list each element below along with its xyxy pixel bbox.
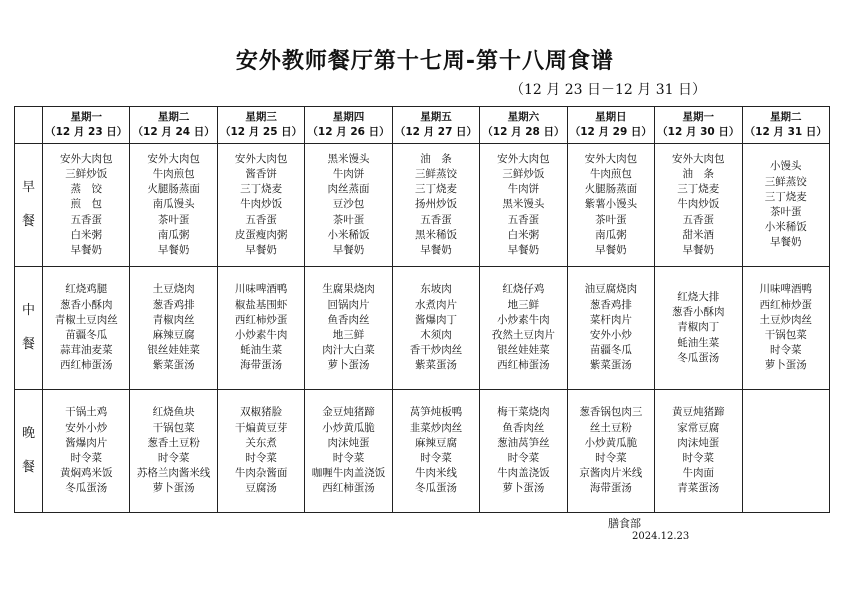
dish-item: 早餐奶 xyxy=(420,243,452,256)
dish-item: 小炒素牛肉 xyxy=(234,329,288,341)
menu-cell xyxy=(305,390,392,513)
dish-item: 三丁烧麦 xyxy=(240,183,283,196)
day-header xyxy=(130,107,217,144)
dish-item: 三鲜炒饭 xyxy=(502,168,545,181)
menu-cell xyxy=(43,267,130,390)
day-header xyxy=(742,107,830,144)
menu-cell xyxy=(742,390,830,513)
dish-item: 三丁烧麦 xyxy=(414,183,457,196)
menu-cell xyxy=(567,144,654,267)
dish-item: 咖喱牛肉盖浇饭 xyxy=(311,467,386,480)
dish-item: 孜然土豆肉片 xyxy=(491,329,555,341)
dish-item: 茶叶蛋 xyxy=(770,206,802,218)
dish-item: 酱爆肉片 xyxy=(65,436,108,449)
dish-item: 白米粥 xyxy=(70,228,102,241)
menu-cell xyxy=(305,144,392,267)
dish-item: 小馒头 xyxy=(770,160,802,173)
dish-item: 肉汁大白菜 xyxy=(322,344,375,357)
menu-cell xyxy=(480,390,567,513)
dish-item: 南瓜馒头 xyxy=(152,198,195,211)
dish-item: 黄焖鸡米饭 xyxy=(59,467,113,480)
dish-item: 安外大肉包 xyxy=(234,152,288,165)
day-name: 星期二 xyxy=(157,111,190,123)
day-name: 星期一 xyxy=(70,111,102,123)
day-header xyxy=(305,107,392,144)
dish-item: 麻辣豆腐 xyxy=(152,329,195,341)
dish-item: 丝土豆粉 xyxy=(589,421,632,434)
dish-item: 鱼香肉丝 xyxy=(327,313,370,326)
dish-item: 青椒土豆肉丝 xyxy=(54,313,118,326)
dish-item: 五香蛋 xyxy=(245,213,277,226)
dish-item: 黑米馒头 xyxy=(327,152,370,165)
footer-dept: 膳食部 xyxy=(608,517,641,530)
dish-item: 萝卜蛋汤 xyxy=(502,482,545,495)
dish-item: 青椒肉丁 xyxy=(677,321,720,334)
dish-item: 油 条 xyxy=(420,152,452,165)
day-name: 星期三 xyxy=(245,111,277,123)
dish-item: 小炒黄瓜脆 xyxy=(584,436,638,449)
dish-item: 早餐奶 xyxy=(682,243,715,256)
dish-item: 紫薯小馒头 xyxy=(584,198,638,211)
dish-item: 牛肉饼 xyxy=(507,183,540,196)
dish-item: 白米粥 xyxy=(507,228,540,241)
dish-item: 黑米稀饭 xyxy=(414,228,457,241)
day-name: 星期日 xyxy=(595,111,627,123)
dish-item: 豆沙包 xyxy=(332,198,365,211)
day-date: （12 月 30 日） xyxy=(657,126,740,138)
dish-item: 葱香小酥肉 xyxy=(672,306,725,319)
dish-item: 蚝油生菜 xyxy=(677,336,720,349)
menu-cell xyxy=(217,144,304,267)
dish-item: 三鲜蒸饺 xyxy=(414,168,457,181)
day-date: （12 月 24 日） xyxy=(132,126,215,138)
meal-row xyxy=(15,144,830,267)
meal-row xyxy=(15,390,830,513)
dish-item: 早餐奶 xyxy=(245,243,277,256)
day-header xyxy=(43,107,130,144)
dish-item: 肉沫炖蛋 xyxy=(677,436,720,449)
dish-item: 皮蛋瘦肉粥 xyxy=(234,228,288,241)
dish-item: 三丁烧麦 xyxy=(764,190,807,203)
dish-item: 东坡肉 xyxy=(420,283,452,296)
dish-item: 牛肉炒饭 xyxy=(240,198,283,211)
dish-item: 葱香锅包肉三 xyxy=(579,406,643,419)
menu-cell xyxy=(43,144,130,267)
dish-item: 苗疆冬瓜 xyxy=(589,344,632,357)
dish-item: 干锅包菜 xyxy=(764,329,807,341)
page-title: 安外教师餐厅第十七周-第十八周食谱 xyxy=(235,49,615,74)
dish-item: 紫菜蛋汤 xyxy=(152,359,195,372)
dish-item: 土豆烧肉 xyxy=(152,283,195,296)
dish-item: 葱香小酥肉 xyxy=(59,298,113,311)
dish-item: 时令菜 xyxy=(70,452,102,464)
day-date: （12 月 27 日） xyxy=(394,126,478,138)
dish-item: 青菜蛋汤 xyxy=(677,482,720,495)
dish-item: 时令菜 xyxy=(332,452,365,464)
dish-item: 牛肉盖浇饭 xyxy=(497,467,550,480)
menu-cell xyxy=(655,390,742,513)
dish-item: 五香蛋 xyxy=(682,213,715,226)
corner-cell xyxy=(15,107,43,144)
dish-item: 萝卜蛋汤 xyxy=(152,482,195,495)
dish-item: 地三鲜 xyxy=(507,298,540,311)
dish-item: 土豆炒肉丝 xyxy=(759,313,812,326)
dish-item: 五香蛋 xyxy=(420,213,452,226)
dish-item: 牛肉炒饭 xyxy=(677,198,720,211)
menu-cell xyxy=(217,267,304,390)
day-date: （12 月 23 日） xyxy=(45,126,128,138)
meal-label-char: 中 xyxy=(21,303,35,318)
dish-item: 安外大肉包 xyxy=(584,152,638,165)
dish-item: 川味啤酒鸭 xyxy=(234,283,288,296)
meal-label-char: 早 xyxy=(21,180,35,195)
menu-cell xyxy=(130,144,217,267)
dish-item: 煎 包 xyxy=(70,198,102,211)
dish-item: 西红柿蛋汤 xyxy=(322,482,375,495)
dish-item: 早餐奶 xyxy=(157,243,190,256)
day-date: （12 月 25 日） xyxy=(219,126,303,138)
dish-item: 时令菜 xyxy=(770,344,802,357)
day-name: 星期五 xyxy=(420,111,452,123)
dish-item: 地三鲜 xyxy=(332,329,365,341)
dish-item: 早餐奶 xyxy=(507,243,540,256)
dish-item: 莴笋炖板鸭 xyxy=(409,406,463,419)
menu-cell xyxy=(43,390,130,513)
menu-cell xyxy=(480,144,567,267)
header-row xyxy=(15,107,830,144)
dish-item: 时令菜 xyxy=(420,452,452,464)
dish-item: 金豆炖猪蹄 xyxy=(322,406,375,419)
dish-item: 小炒素牛肉 xyxy=(497,313,550,326)
dish-item: 水煮肉片 xyxy=(414,298,457,311)
menu-cell xyxy=(217,390,304,513)
dish-item: 肉沫炖蛋 xyxy=(327,436,370,449)
dish-item: 牛肉饼 xyxy=(332,168,365,181)
date-range: （12 月 23 日－12 月 31 日） xyxy=(510,82,706,98)
dish-item: 葱油莴笋丝 xyxy=(497,436,550,449)
dish-item: 火腿肠蒸面 xyxy=(147,183,200,196)
dish-item: 三鲜蒸饺 xyxy=(764,175,807,188)
dish-item: 小米稀饭 xyxy=(327,228,370,241)
dish-item: 红烧仔鸡 xyxy=(502,283,545,296)
dish-item: 双椒猪脸 xyxy=(240,406,283,419)
menu-cell xyxy=(392,144,479,267)
dish-item: 黑米馒头 xyxy=(502,198,545,211)
dish-item: 冬瓜蛋汤 xyxy=(65,482,108,495)
dish-item: 五香蛋 xyxy=(70,213,102,226)
menu-cell xyxy=(305,267,392,390)
dish-item: 南瓜粥 xyxy=(157,228,190,241)
dish-item: 早餐奶 xyxy=(70,243,102,256)
dish-item: 梅干菜烧肉 xyxy=(497,406,550,419)
dish-item: 京酱肉片米线 xyxy=(579,467,643,480)
dish-item: 银丝娃娃菜 xyxy=(147,344,200,357)
dish-item: 川味啤酒鸭 xyxy=(759,283,812,296)
menu-cell xyxy=(655,267,742,390)
dish-item: 时令菜 xyxy=(595,452,627,464)
dish-item: 海带蛋汤 xyxy=(589,482,632,495)
dish-item: 冬瓜蛋汤 xyxy=(677,351,720,364)
dish-item: 红烧鸡腿 xyxy=(65,283,108,296)
dish-item: 安外大肉包 xyxy=(59,152,113,165)
dish-item: 西红柿蛋汤 xyxy=(497,359,550,372)
menu-cell xyxy=(130,390,217,513)
dish-item: 红烧鱼块 xyxy=(152,406,195,419)
dish-item: 早餐奶 xyxy=(770,236,802,249)
dish-item: 蚝油生菜 xyxy=(240,344,283,357)
dish-item: 南瓜粥 xyxy=(595,228,627,241)
meal-label xyxy=(15,144,43,267)
day-name: 星期二 xyxy=(770,111,802,123)
menu-cell xyxy=(742,267,830,390)
dish-item: 三鲜炒饭 xyxy=(65,168,108,181)
dish-item: 苏格兰肉酱米线 xyxy=(136,467,211,480)
day-date: （12 月 31 日） xyxy=(744,126,827,138)
dish-item: 蒸 饺 xyxy=(70,183,102,196)
day-header xyxy=(480,107,567,144)
day-header xyxy=(217,107,304,144)
menu-cell xyxy=(130,267,217,390)
dish-item: 木须肉 xyxy=(420,329,452,341)
meal-label-char: 晚 xyxy=(21,426,35,441)
dish-item: 时令菜 xyxy=(245,452,277,464)
dish-item: 葱香土豆粉 xyxy=(147,436,200,449)
menu-cell xyxy=(392,267,479,390)
dish-item: 椒盐基围虾 xyxy=(234,298,288,311)
dish-item: 三丁烧麦 xyxy=(677,183,720,196)
dish-item: 牛肉米线 xyxy=(414,467,457,480)
dish-item: 牛肉面 xyxy=(682,467,715,480)
dish-item: 安外大肉包 xyxy=(497,152,550,165)
dish-item: 葱香鸡排 xyxy=(589,298,632,311)
dish-item: 茶叶蛋 xyxy=(332,213,365,226)
dish-item: 火腿肠蒸面 xyxy=(584,183,638,196)
menu-cell xyxy=(567,390,654,513)
dish-item: 西红柿炒蛋 xyxy=(759,298,812,311)
dish-item: 油 条 xyxy=(682,168,715,181)
dish-item: 安外大肉包 xyxy=(672,152,725,165)
dish-item: 茶叶蛋 xyxy=(595,213,627,226)
day-date: （12 月 29 日） xyxy=(569,126,652,138)
dish-item: 早餐奶 xyxy=(332,243,365,256)
dish-item: 红烧大排 xyxy=(677,291,720,304)
dish-item: 小炒黄瓜脆 xyxy=(322,421,375,434)
dish-item: 甜米酒 xyxy=(682,228,715,241)
meal-label-char: 餐 xyxy=(21,460,35,475)
dish-item: 关东煮 xyxy=(245,436,277,449)
dish-item: 安外小炒 xyxy=(65,421,108,434)
dish-item: 五香蛋 xyxy=(507,213,540,226)
dish-item: 小米稀饭 xyxy=(764,221,807,234)
dish-item: 时令菜 xyxy=(682,452,715,464)
meal-row xyxy=(15,267,830,390)
day-name: 星期四 xyxy=(332,111,365,123)
day-name: 星期一 xyxy=(682,111,715,123)
dish-item: 紫菜蛋汤 xyxy=(589,359,632,372)
dish-item: 干煸黄豆芽 xyxy=(234,421,288,434)
dish-item: 油豆腐烧肉 xyxy=(584,283,638,296)
dish-item: 安外小炒 xyxy=(589,329,632,341)
dish-item: 干锅土鸡 xyxy=(65,406,108,419)
dish-item: 萝卜蛋汤 xyxy=(764,359,807,372)
meal-label xyxy=(15,267,43,390)
dish-item: 回锅肉片 xyxy=(327,298,370,311)
day-date: （12 月 26 日） xyxy=(307,126,390,138)
dish-item: 西红柿蛋汤 xyxy=(59,359,113,372)
dish-item: 鱼香肉丝 xyxy=(502,421,545,434)
meal-label-char: 餐 xyxy=(21,214,35,229)
dish-item: 青椒肉丝 xyxy=(152,313,195,326)
dish-item: 酱香饼 xyxy=(245,168,277,181)
dish-item: 黄豆炖猪蹄 xyxy=(672,406,725,419)
menu-cell xyxy=(480,267,567,390)
dish-item: 西红柿炒蛋 xyxy=(234,313,288,326)
day-name: 星期六 xyxy=(507,111,540,123)
dish-item: 时令菜 xyxy=(507,452,540,464)
dish-item: 早餐奶 xyxy=(595,243,627,256)
dish-item: 紫菜蛋汤 xyxy=(414,359,457,372)
dish-item: 扬州炒饭 xyxy=(414,198,457,211)
dish-item: 海带蛋汤 xyxy=(240,359,283,372)
meal-label-char: 餐 xyxy=(21,337,35,352)
dish-item: 银丝娃娃菜 xyxy=(497,344,550,357)
day-header xyxy=(567,107,654,144)
menu-cell xyxy=(392,390,479,513)
dish-item: 茶叶蛋 xyxy=(157,213,190,226)
dish-item: 冬瓜蛋汤 xyxy=(414,482,457,495)
day-header xyxy=(392,107,479,144)
dish-item: 葱香鸡排 xyxy=(152,298,195,311)
menu-cell xyxy=(742,144,830,267)
dish-item: 牛肉煎包 xyxy=(152,168,195,181)
dish-item: 萝卜蛋汤 xyxy=(327,359,370,372)
dish-item: 豆腐汤 xyxy=(245,482,277,495)
meal-label xyxy=(15,390,43,513)
footer-date: 2024.12.23 xyxy=(632,531,690,542)
dish-item: 肉丝蒸面 xyxy=(327,183,370,196)
dish-item: 蒜茸油麦菜 xyxy=(59,344,113,357)
menu-cell xyxy=(655,144,742,267)
dish-item: 香干炒肉丝 xyxy=(409,344,463,357)
menu-cell xyxy=(567,267,654,390)
dish-item: 家常豆腐 xyxy=(677,421,720,434)
dish-item: 牛肉杂酱面 xyxy=(234,467,288,480)
dish-item: 苗疆冬瓜 xyxy=(65,329,108,341)
dish-item: 生腐果烧肉 xyxy=(322,283,375,296)
dish-item: 韭菜炒肉丝 xyxy=(409,421,463,434)
dish-item: 牛肉煎包 xyxy=(589,168,632,181)
dish-item: 干锅包菜 xyxy=(152,421,195,434)
dish-item: 麻辣豆腐 xyxy=(414,436,457,449)
dish-item: 酱爆肉丁 xyxy=(414,313,457,326)
day-header xyxy=(655,107,742,144)
menu-table xyxy=(14,106,830,513)
dish-item: 菜杆肉片 xyxy=(589,313,632,326)
day-date: （12 月 28 日） xyxy=(482,126,565,138)
dish-item: 时令菜 xyxy=(157,452,190,464)
dish-item: 安外大肉包 xyxy=(147,152,200,165)
